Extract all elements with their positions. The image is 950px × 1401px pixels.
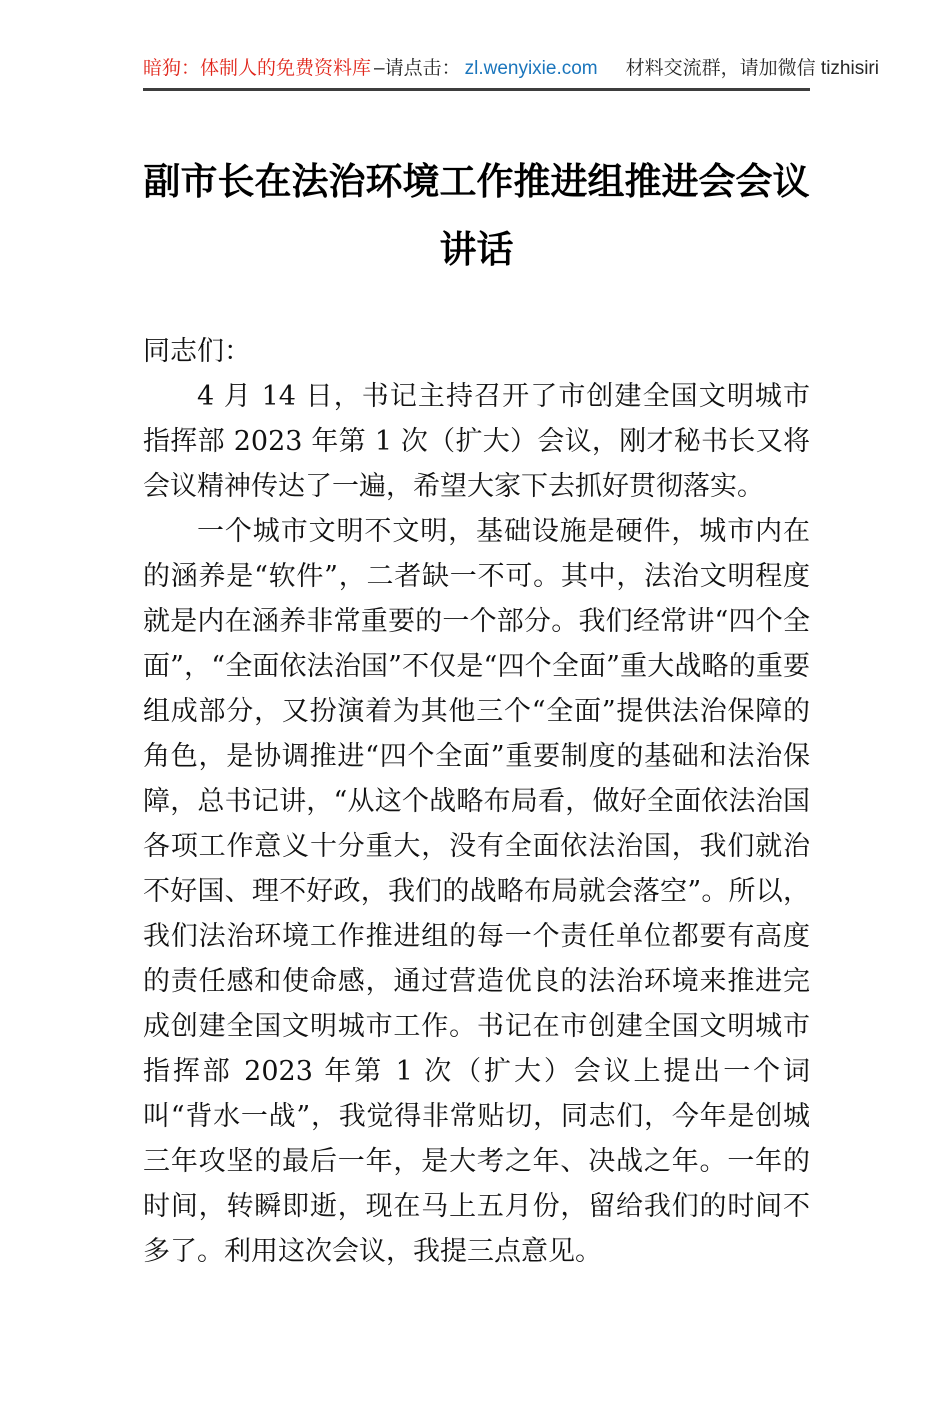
promo-site-label: 暗狗：体制人的免费资料库 (143, 58, 372, 79)
promo-click-prompt: –请点击： (374, 58, 461, 79)
doc-title-line-2: 讲话 (439, 227, 514, 271)
doc-body (143, 329, 810, 1274)
document-page (0, 57, 950, 1401)
promo-header (143, 57, 879, 91)
promo-link[interactable]: zl.wenyixie.com (464, 58, 598, 79)
doc-paragraph: 一个城市文明不文明，基础设施是硬件，城市内在的涵养是“软件”，二者缺一不可。其中，法治文明程度就是内在涵养非常重要的一个部分。我们经常讲“四个全面”，“全面依法治国”不仅是“四个全面”重大战略的重要组成部分，又扮演着为其他三个“全面”提供法治保障的角色，是协调推进“四个全面”重要制度的基础和法治保障，总书记讲，“从这个战略布局看，做好全面依法治国各项工作意义十分重大，没有全面依法治国，我们就治不好国、理不好政，我们的战略布局就会落空”。所以，我们法治环境工作推进组的每一个责任单位都要有高度的责任感和使命感，通过营造优良的法治环境来推进完成创建全国文明城市工作。书记在市创建全国文明城市指挥部 2023 年第 1 次（扩大）会议上提出一个词叫“背水一战”，我觉得非常贴切，同志们，今年是创城三年攻坚的最后一年，是大考之年、决战之年。一年的时间，转瞬即逝，现在马上五月份，留给我们的时间不多了。利用这次会议，我提三点意见。 (143, 516, 810, 1267)
doc-paragraph-salutation: 同志们： (143, 336, 251, 367)
doc-title-line-1: 副市长在法治环境工作推进组推进会会议 (143, 159, 810, 203)
doc-title (143, 147, 810, 283)
promo-group-note: 材料交流群，请加微信 tizhisiri (625, 58, 879, 79)
doc-paragraph: 4 月 14 日，书记主持召开了市创建全国文明城市指挥部 2023 年第 1 次（扩大）会议，刚才秘书长又将会议精神传达了一遍，希望大家下去抓好贯彻落实。 (143, 381, 810, 502)
